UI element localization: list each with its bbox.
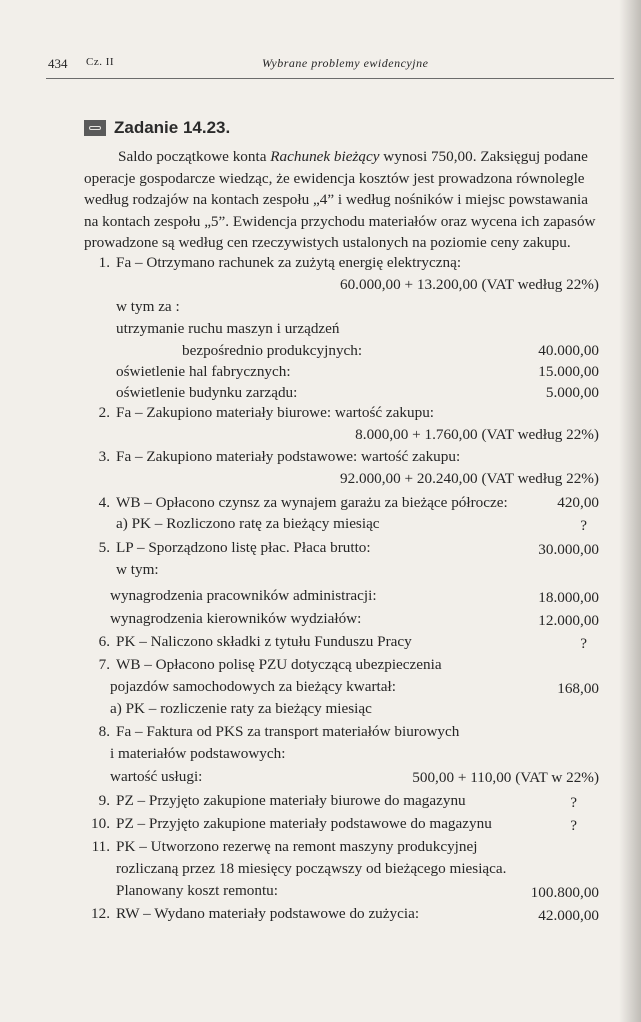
operation-text: PZ – Przyjęto zakupione materiały podstawowe do magazynu bbox=[116, 815, 492, 832]
task-intro bbox=[84, 146, 610, 254]
intro-text: wynosi 750,00. Zaksięguj podane bbox=[379, 148, 588, 165]
operation-number: 10. bbox=[91, 815, 110, 832]
operation-1-breakdown-label: w tym za : bbox=[116, 298, 180, 315]
operation-text: RW – Wydano materiały podstawowe do zużycia: bbox=[116, 905, 420, 922]
operation-8-text-cont: i materiałów podstawowych: bbox=[110, 745, 286, 762]
operation-number: 2. bbox=[98, 404, 110, 421]
operation-1-item-1: utrzymanie ruchu maszyn i urządzeń bbox=[116, 320, 340, 337]
operation-text: WB – Opłacono polisę PZU dotyczącą ubezpieczenia bbox=[116, 656, 442, 673]
intro-text: Saldo początkowe konta bbox=[118, 148, 271, 165]
page-number: 434 bbox=[48, 56, 68, 71]
operation-8-value-label: wartość usługi: bbox=[110, 768, 203, 785]
operation-text: WB – Opłacono czynsz za wynajem garażu za bieżące półrocze: bbox=[116, 494, 508, 511]
operation-number: 7. bbox=[98, 656, 110, 673]
intro-line: na kontach zespołu „5”. Ewidencja przychodu materiałów oraz wycena ich zapasów bbox=[84, 212, 596, 230]
operation-number: 5. bbox=[98, 539, 110, 556]
operation-4-sub-a-amount: ? bbox=[580, 517, 587, 534]
operation-text: LP – Sporządzono listę płac. Płaca brutto: bbox=[116, 539, 371, 556]
operation-5-item-2: wynagrodzenia kierowników wydziałów: bbox=[110, 610, 362, 627]
operation-1-item-2: oświetlenie hal fabrycznych: bbox=[116, 363, 291, 380]
operation-text: Fa – Otrzymano rachunek za zużytą energię elektryczną: bbox=[116, 254, 462, 271]
operation-1-item-3-amount: 5.000,00 bbox=[545, 384, 599, 401]
intro-line: prowadzone są według cen rzeczywistych ustalonych na poziomie ceny zakupu. bbox=[84, 234, 571, 251]
operation-7-text-cont: pojazdów samochodowych za bieżący kwartał: bbox=[110, 678, 396, 695]
header-rule bbox=[46, 78, 614, 79]
operation-number: 1. bbox=[98, 254, 110, 271]
operation-7-sub-a: a) PK – rozliczenie raty za bieżący miesiąc bbox=[110, 700, 372, 717]
operation-3-amount: 92.000,00 + 20.240,00 (VAT według 22%) bbox=[339, 470, 599, 487]
operation-7-amount: 168,00 bbox=[557, 680, 599, 697]
operation-number: 4. bbox=[98, 494, 110, 511]
operation-text: PK – Naliczono składki z tytułu Funduszu Pracy bbox=[116, 633, 412, 650]
account-name: Rachunek bieżący bbox=[270, 148, 380, 165]
operation-1-amount: 60.000,00 + 13.200,00 (VAT według 22%) bbox=[339, 276, 599, 293]
operation-8-amount: 500,00 + 110,00 (VAT w 22%) bbox=[412, 769, 599, 786]
operation-1-item-1-cont: bezpośrednio produkcyjnych: bbox=[182, 342, 363, 359]
operation-number: 12. bbox=[91, 905, 110, 922]
operation-text: PK – Utworzono rezerwę na remont maszyny produkcyjnej bbox=[116, 838, 478, 855]
task-title: Zadanie 14.23. bbox=[114, 118, 231, 137]
operation-4-sub-a: a) PK – Rozliczono ratę za bieżący miesiąc bbox=[116, 515, 380, 532]
operation-4-amount: 420,00 bbox=[557, 494, 599, 511]
operation-5-item-1-amount: 18.000,00 bbox=[538, 589, 599, 606]
chapter-label: Cz. II bbox=[86, 56, 115, 68]
operation-number: 11. bbox=[91, 838, 110, 855]
operation-5-breakdown-label: w tym: bbox=[116, 561, 159, 578]
page-header bbox=[40, 56, 621, 78]
operation-number: 6. bbox=[98, 633, 110, 650]
operation-number: 8. bbox=[98, 723, 110, 740]
operation-11-amount: 100.800,00 bbox=[530, 884, 599, 901]
operation-5-amount: 30.000,00 bbox=[538, 541, 599, 558]
operation-2-amount: 8.000,00 + 1.760,00 (VAT według 22%) bbox=[355, 426, 599, 443]
page-edge-shadow bbox=[619, 0, 641, 1022]
intro-line: operacje gospodarcze wiedząc, że ewidencja kosztów jest prowadzona równolegle bbox=[84, 169, 585, 187]
intro-line bbox=[84, 146, 610, 168]
operation-12-amount: 42.000,00 bbox=[538, 907, 599, 924]
operation-9-amount: ? bbox=[570, 794, 577, 811]
exercise-icon bbox=[84, 120, 106, 136]
operation-6-amount: ? bbox=[580, 635, 587, 652]
operation-text: PZ – Przyjęto zakupione materiały biurowe do magazynu bbox=[116, 792, 466, 809]
operation-1-item-1-amount: 40.000,00 bbox=[538, 342, 599, 359]
running-title: Wybrane problemy ewidencyjne bbox=[262, 56, 429, 70]
operation-number: 3. bbox=[98, 448, 110, 465]
operation-5-item-2-amount: 12.000,00 bbox=[538, 612, 599, 629]
operation-5-item-1: wynagrodzenia pracowników administracji: bbox=[110, 587, 377, 604]
operation-1-item-3: oświetlenie budynku zarządu: bbox=[116, 384, 298, 401]
operation-number: 9. bbox=[98, 792, 110, 809]
operation-text: Fa – Zakupiono materiały podstawowe: wartość zakupu: bbox=[116, 448, 461, 465]
intro-line: według rodzajów na kontach zespołu „4” i według nośników i miejsc powstawania bbox=[84, 191, 589, 208]
operation-1-item-2-amount: 15.000,00 bbox=[538, 363, 599, 380]
operation-11-text-cont: rozliczaną przez 18 miesięcy począwszy od bieżącego miesiąca. bbox=[116, 860, 507, 877]
operation-10-amount: ? bbox=[570, 817, 577, 834]
operation-11-text-cont-2: Planowany koszt remontu: bbox=[116, 882, 278, 899]
operation-text: Fa – Zakupiono materiały biurowe: wartość zakupu: bbox=[116, 404, 435, 421]
operation-text: Fa – Faktura od PKS za transport materiałów biurowych bbox=[116, 723, 460, 740]
